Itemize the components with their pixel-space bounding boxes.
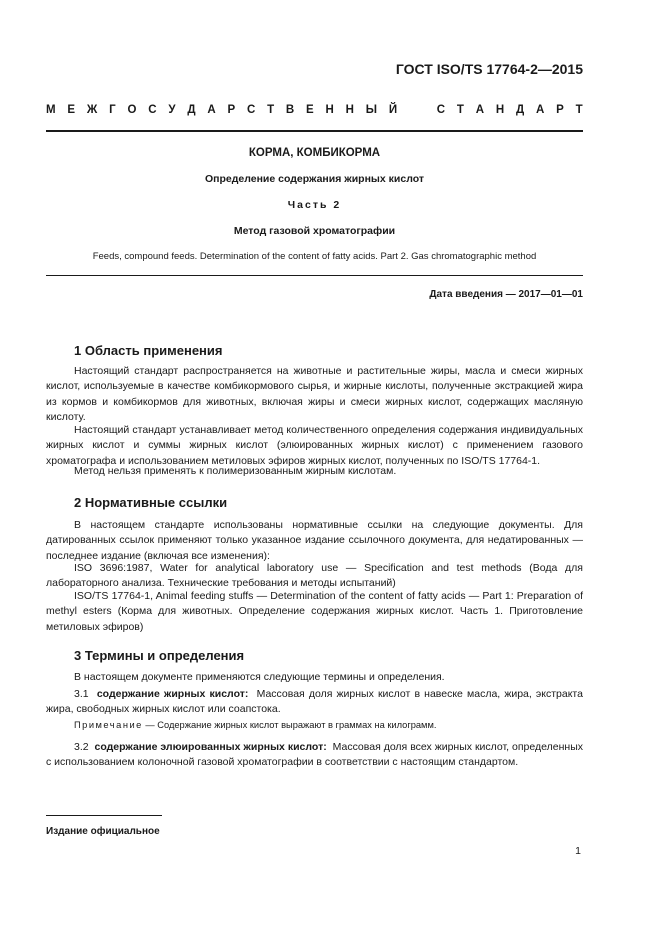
method-title: Метод газовой хроматографии <box>233 225 396 237</box>
interstate-letter: Н <box>325 104 334 116</box>
interstate-letter: Т <box>456 104 464 116</box>
interstate-letter: Р <box>227 104 236 116</box>
term-3-1 <box>46 687 583 718</box>
term-number: 3.1 <box>74 688 89 700</box>
page-number: 1 <box>575 845 581 857</box>
section-1-paragraph-1: Настоящий стандарт распространяется на животные и растительные жиры, масла и смеси жирных кислот, используемые в качестве комбикормового сырья, и жирные кислоты, полученные экстракцией жира из кормов и комбикормов для животных, включая жиры и смеси жирных кислот, содержащих масляную кислоту. <box>46 365 583 424</box>
part-label: Часть 2 <box>287 199 342 211</box>
interstate-letter: Н <box>495 104 505 116</box>
interstate-letter: Г <box>109 104 116 116</box>
english-title: Feeds, compound feeds. Determination of the content of fatty acids. Part 2. Gas chromatographic method <box>92 251 537 262</box>
term-number: 3.2 <box>74 741 89 753</box>
interstate-letter: А <box>535 104 545 116</box>
interstate-letter: Н <box>345 104 354 116</box>
interstate-letter: О <box>127 104 137 116</box>
section-2-heading: 2 Нормативные ссылки <box>74 495 228 510</box>
interstate-letter: А <box>207 104 216 116</box>
interstate-standard-label <box>46 104 583 122</box>
interstate-letter: Й <box>388 104 398 116</box>
note-label: Примечание <box>74 720 143 730</box>
introduction-date: Дата введения — 2017—01—01 <box>429 289 583 300</box>
interstate-letter: М <box>46 104 56 116</box>
interstate-letter: А <box>475 104 485 116</box>
term-definition: Массовая доля жирных кислот в навеске масла, жира, экстракта жира, свободных жирных кислот или соапстока. <box>46 688 583 716</box>
note <box>46 718 583 733</box>
title-divider <box>46 275 583 276</box>
document-subtitle: Определение содержания жирных кислот <box>204 173 425 185</box>
official-edition-label: Издание официальное <box>46 826 160 837</box>
interstate-letter: Е <box>67 104 76 116</box>
interstate-letter: У <box>168 104 176 116</box>
interstate-letter: В <box>285 104 295 116</box>
interstate-letter: Д <box>187 104 196 116</box>
term-name: содержание жирных кислот: <box>96 688 249 700</box>
reference-iso-3696: ISO 3696:1987, Water for analytical laboratory use — Specification and test methods (Вода для лабораторного анализа. Технические требования и методы испытаний) <box>46 562 583 590</box>
term-3-2 <box>46 740 583 771</box>
interstate-letter: С <box>246 104 256 116</box>
term-definition: Массовая доля всех жирных кислот, определенных с использованием колоночной газовой хроматографии в соответствии с настоящим стандартом. <box>46 741 583 769</box>
reference-iso-ts-17764-1: ISO/TS 17764-1, Animal feeding stuffs — Determination of the content of fatty acids — Part 1: Preparation of methyl esters (Корма для животных. Определение содержания жирных кислот. Часть 1. Приготовление метиловых эфиров) <box>46 590 583 633</box>
section-1-paragraph-3: Метод нельзя применять к полимеризованным жирным кислотам. <box>74 465 397 477</box>
interstate-letter: Е <box>306 104 314 116</box>
interstate-letter: Д <box>515 104 525 116</box>
term-name: содержание элюированных жирных кислот: <box>94 741 327 753</box>
interstate-letter: Ы <box>365 104 378 116</box>
interstate-letter: Ж <box>86 104 98 116</box>
document-id: ГОСТ ISO/TS 17764-2—2015 <box>395 61 583 77</box>
interstate-letter: Т <box>267 104 275 116</box>
interstate-letter: Р <box>556 104 564 116</box>
note-text: — Содержание жирных кислот выражают в граммах на килограмм. <box>145 720 437 730</box>
top-divider <box>46 130 583 132</box>
interstate-letter: Т <box>575 104 583 116</box>
footer-divider <box>46 815 162 816</box>
section-1-heading: 1 Область применения <box>74 343 223 358</box>
section-3-heading: 3 Термины и определения <box>74 648 245 663</box>
interstate-letter: С <box>148 104 157 116</box>
word-gap <box>409 104 425 122</box>
section-3-paragraph-1: В настоящем документе применяются следующие термины и определения. <box>74 671 445 683</box>
section-1-paragraph-2: Настоящий стандарт устанавливает метод количественного определения содержания индивидуальных жирных кислот и суммы жирных кислот (элюированных жирных кислот) с применением газового хроматографа и использованием метиловых эфиров жирных кислот, полученных по ISO/TS 17764-1. <box>46 424 583 467</box>
interstate-letter: С <box>436 104 446 116</box>
document-title: КОРМА, КОМБИКОРМА <box>248 147 381 159</box>
section-2-paragraph-1: В настоящем стандарте использованы нормативные ссылки на следующие документы. Для датированных ссылок применяют только указанное издание ссылочного документа, для недатированных — последнее издание (включая все изменения): <box>46 519 583 562</box>
